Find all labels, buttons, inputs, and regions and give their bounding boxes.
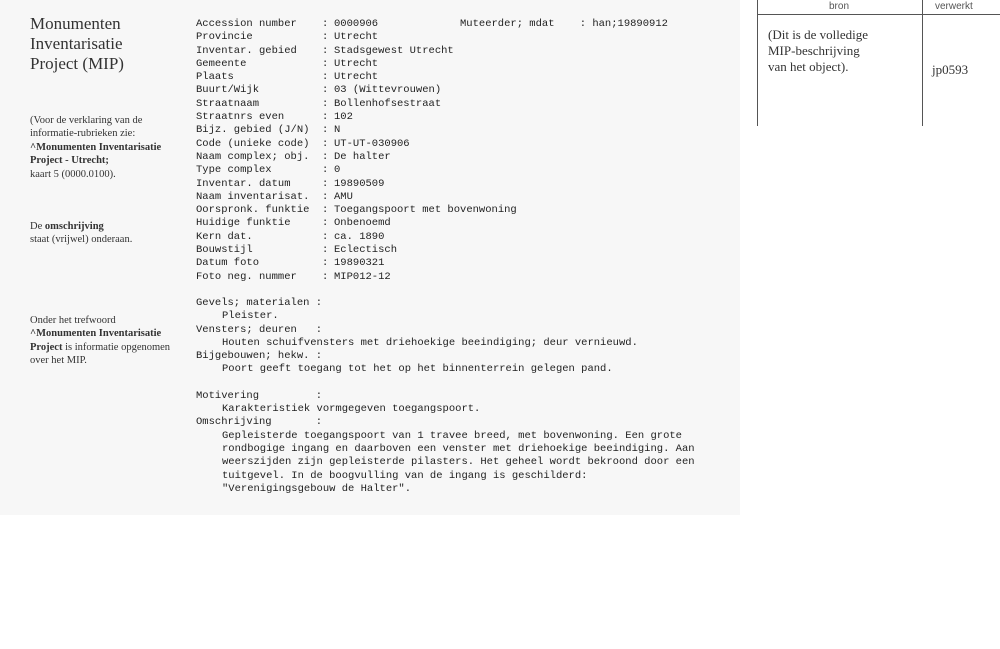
field-value: 19890321: [334, 257, 385, 270]
box-divider: [757, 0, 758, 126]
field-value: 03 (Wittevrouwen): [334, 84, 442, 97]
omschrijving-value: Gepleisterde toegangspoort van 1 travee breed, met bovenwoning. Een grote rondbogige ingang en daarboven een venster met driehoekige beeindiging. Aan weerszijden zijn gepleisterde pilasters. Het geheel wordt bekroond door een tuitgevel. In de boogvulling van de ingang is geschilderd: "Verenigingsgebouw de Halter".: [222, 429, 695, 495]
field-key: Provincie: [196, 31, 253, 44]
field-value: Bollenhofsestraat: [334, 97, 442, 110]
field-value: 19890509: [334, 177, 385, 190]
field-key: Datum foto: [196, 257, 260, 270]
field-row: Foto neg. nummer : MIP012-12: [196, 270, 391, 283]
field-row: Straatnaam : Bollenhofsestraat: [196, 97, 442, 110]
explanation-note-link[interactable]: ^Monumenten Inventarisatie Project - Utrecht;: [30, 141, 162, 167]
description-note-post: staat (vrijwel) onderaan.: [30, 234, 133, 246]
field-value: Eclectisch: [334, 244, 398, 257]
gevels-label: Gevels; materialen :: [196, 296, 323, 309]
field-row: Inventar. gebied : Stadsgewest Utrecht: [196, 44, 454, 57]
field-row: Accession number : 0000906 Muteerder; mdat : han;19890912: [196, 18, 668, 30]
field-value: Stadsgewest Utrecht: [334, 44, 454, 57]
field-row: Naam complex; obj. : De halter: [196, 150, 391, 163]
bijgebouwen-label: Bijgebouwen; hekw. :: [196, 350, 323, 363]
field-row: Straatnrs even : 102: [196, 111, 353, 124]
field-key: Oorspronk. funktie: [196, 204, 310, 217]
source-box: [757, 0, 1000, 126]
description-note: [30, 220, 132, 247]
keyword-note-post: is informatie opgenomen over het MIP.: [30, 341, 171, 367]
field-key: Straatnrs even: [196, 111, 285, 124]
field-row: Buurt/Wijk : 03 (Wittevrouwen): [196, 84, 442, 97]
field-row: Plaats : Utrecht: [196, 71, 379, 84]
field-value: Toegangspoort met bovenwoning: [334, 204, 517, 217]
field-row: Oorspronk. funktie : Toegangspoort met bovenwoning: [196, 204, 517, 217]
mutator-date: Muteerder; mdat : han;19890912: [460, 18, 668, 30]
field-key: Bijz. gebied (J/N): [196, 124, 310, 137]
field-value: 0000906: [334, 18, 379, 30]
field-row: Naam inventarisat. : AMU: [196, 190, 353, 203]
field-key: Accession number: [196, 18, 297, 30]
bron-header: bron: [829, 1, 850, 12]
field-value: Onbenoemd: [334, 217, 391, 230]
field-value: ca. 1890: [334, 230, 385, 243]
field-row: Code (unieke code) : UT-UT-030906: [196, 137, 410, 150]
field-row: Inventar. datum : 19890509: [196, 177, 385, 190]
field-key: Inventar. datum: [196, 177, 291, 190]
verwerkt-header: verwerkt: [935, 1, 973, 12]
field-key: Naam inventarisat.: [196, 190, 310, 203]
field-key: Type complex: [196, 164, 272, 177]
description-note-pre: De: [30, 221, 43, 232]
omschrijving-label: Omschrijving :: [196, 416, 323, 429]
field-value: 102: [334, 111, 353, 124]
field-row: Type complex : 0: [196, 164, 341, 177]
description-note-bold: omschrijving: [44, 221, 104, 232]
field-value: De halter: [334, 150, 391, 163]
field-row: Bouwstijl : Eclectisch: [196, 244, 398, 257]
field-key: Huidige funktie: [196, 217, 291, 230]
field-key: Inventar. gebied: [196, 44, 297, 57]
field-key: Bouwstijl: [196, 244, 253, 257]
keyword-note-link[interactable]: ^Monumenten Inventarisatie Project: [30, 328, 162, 353]
field-key: Foto neg. nummer: [196, 270, 297, 283]
description-section: [196, 390, 741, 496]
field-row: Gemeente : Utrecht: [196, 57, 379, 70]
field-row: Bijz. gebied (J/N) : N: [196, 124, 341, 137]
field-key: Naam complex; obj.: [196, 150, 310, 163]
field-key: Code (unieke code): [196, 137, 310, 150]
field-row: Provincie : Utrecht: [196, 31, 379, 44]
field-key: Plaats: [196, 71, 234, 84]
record-fields: [196, 18, 741, 496]
gevels-value: Pleister.: [222, 310, 279, 323]
field-row: Huidige funktie : Onbenoemd: [196, 217, 391, 230]
field-row: Datum foto : 19890321: [196, 257, 385, 270]
bron-text: (Dit is de volledige MIP-beschrijving van het object).: [768, 27, 869, 74]
field-key: Gemeente: [196, 57, 247, 70]
keyword-note: [30, 314, 180, 368]
vensters-value: Houten schuifvensters met driehoekige beeindiging; deur vernieuwd.: [222, 336, 638, 349]
keyword-note-pre: Onder het trefwoord: [30, 315, 116, 326]
explanation-note: [30, 114, 180, 181]
explanation-note-ref: kaart 5 (0000.0100).: [30, 168, 116, 180]
field-value: 0: [334, 164, 341, 177]
field-value: Utrecht: [334, 71, 379, 84]
field-key: Kern dat.: [196, 230, 253, 243]
field-value: N: [334, 124, 341, 137]
field-value: Utrecht: [334, 31, 379, 44]
mip-title: Monumenten Inventarisatie Project (MIP): [30, 14, 124, 73]
field-value: Utrecht: [334, 57, 379, 70]
field-value: AMU: [334, 190, 353, 203]
field-value: MIP012-12: [334, 270, 391, 283]
field-key: Buurt/Wijk: [196, 84, 260, 97]
construction-section: [196, 297, 741, 377]
box-divider: [922, 0, 923, 126]
verwerkt-value: jp0593: [932, 62, 969, 77]
left-panel: [30, 14, 180, 367]
motivering-label: Motivering :: [196, 389, 323, 402]
field-row: Kern dat. : ca. 1890: [196, 230, 385, 243]
field-key: Straatnaam: [196, 97, 260, 110]
field-value: UT-UT-030906: [334, 137, 410, 150]
explanation-note-text: (Voor de verklaring van de informatie-rubrieken zie:: [30, 115, 143, 140]
bijgebouwen-value: Poort geeft toegang tot het op het binnenterrein gelegen pand.: [222, 363, 613, 376]
vensters-label: Vensters; deuren :: [196, 323, 323, 336]
motivering-value: Karakteristiek vormgegeven toegangspoort.: [222, 403, 481, 416]
